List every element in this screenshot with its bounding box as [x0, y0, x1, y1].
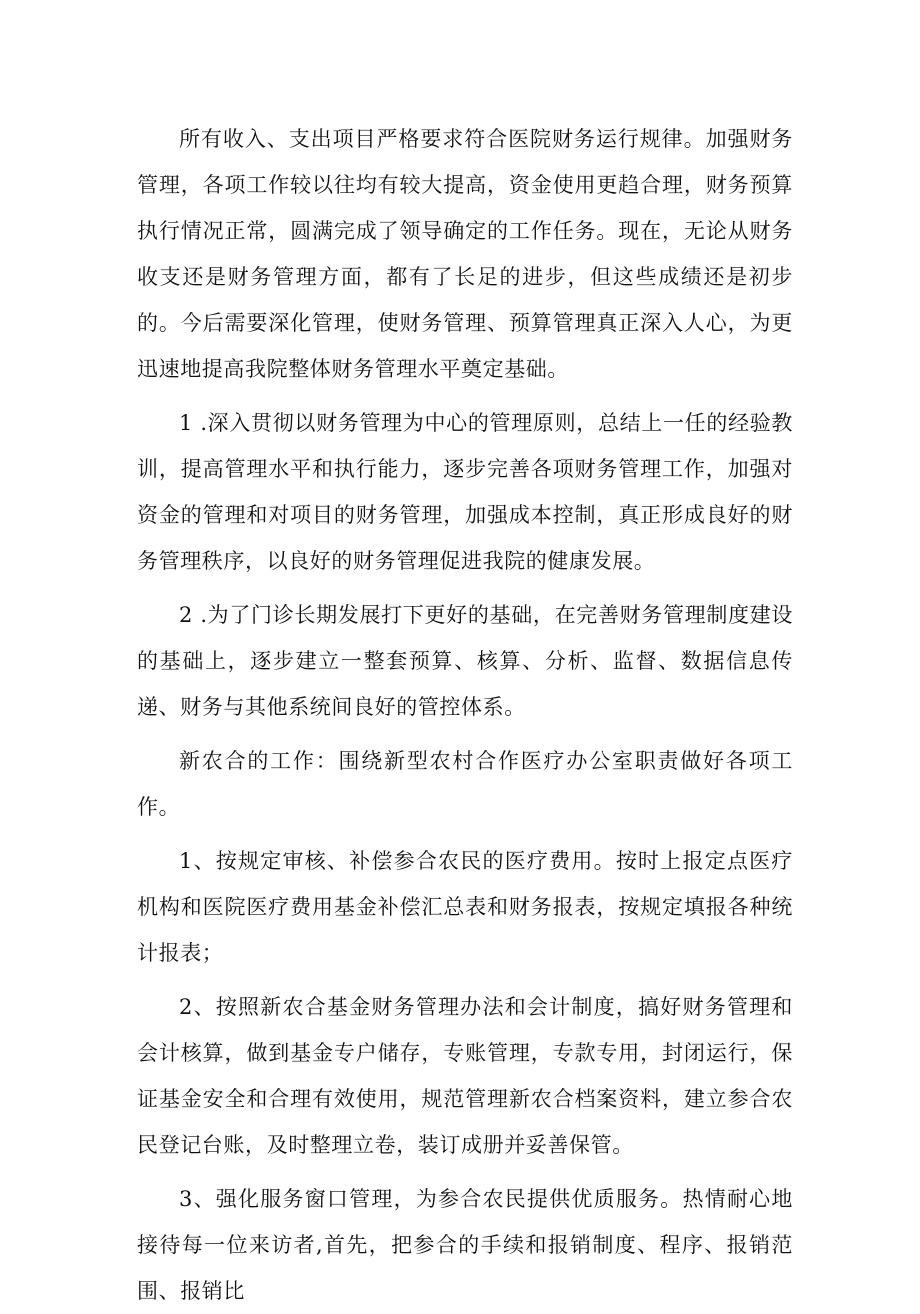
paragraph-item-1-financial-principle: 1 .深入贯彻以财务管理为中心的管理原则，总结上一任的经验教训，提高管理水平和执行能力，逐步完善各项财务管理工作，加强对资金的管理和对项目的财务管理，加强成本控制，真正形成良好的财务管理秩序，以良好的财务管理促进我院的健康发展。 [137, 411, 793, 573]
paragraph-ncms-item-1: 1、按规定审核、补偿参合农民的医疗费用。按时上报定点医疗机构和医院医疗费用基金补偿汇总表和财务报表，按规定填报各种统计报表； [137, 849, 793, 965]
paragraph-ncms-item-3: 3、强化服务窗口管理，为参合农民提供优质服务。热情耐心地接待每一位来访者,首先，把参合的手续和报销制度、程序、报销范围、报销比 [137, 1187, 793, 1303]
paragraph-ncms-item-2: 2、按照新农合基金财务管理办法和会计制度，搞好财务管理和会计核算，做到基金专户储存，专账管理，专款专用，封闭运行，保证基金安全和合理有效使用，规范管理新农合档案资料，建立参合农民登记台账，及时整理立卷，装订成册并妥善保管。 [137, 995, 793, 1157]
paragraph-ncms-heading: 新农合的工作：围绕新型农村合作医疗办公室职责做好各项工作。 [137, 749, 793, 819]
paragraph-item-2-control-system: 2 .为了门诊长期发展打下更好的基础，在完善财务管理制度建设的基础上，逐步建立一整套预算、核算、分析、监督、数据信息传递、财务与其他系统间良好的管控体系。 [137, 603, 793, 719]
document-body [137, 116, 793, 1314]
paragraph-financial-summary: 所有收入、支出项目严格要求符合医院财务运行规律。加强财务管理，各项工作较以往均有较大提高，资金使用更趋合理，财务预算执行情况正常，圆满完成了领导确定的工作任务。现在，无论从财务收支还是财务管理方面，都有了长足的进步，但这些成绩还是初步的。今后需要深化管理，使财务管理、预算管理真正深入人心，为更迅速地提高我院整体财务管理水平奠定基础。 [137, 127, 793, 381]
